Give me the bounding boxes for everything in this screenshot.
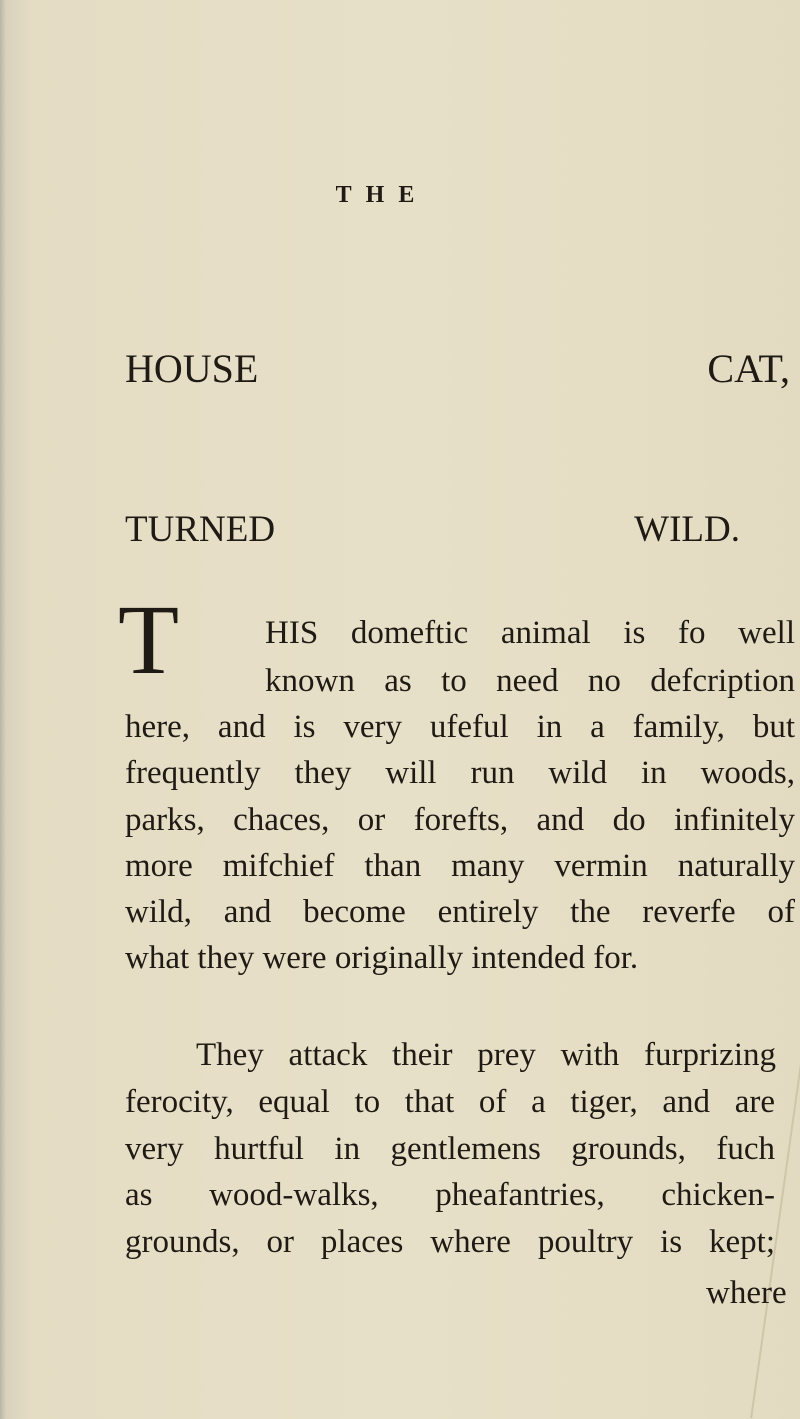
text-line: very hurtful in gentlemens grounds, fuch	[125, 1131, 775, 1167]
catchword: where	[706, 1275, 787, 1311]
text-line: wild, and become entirely the reverfe of	[125, 894, 795, 930]
text-line: frequently they will run wild in woods,	[125, 755, 795, 791]
text-line: parks, chaces, or forefts, and do infinitely	[125, 802, 795, 838]
title-house-cat: HOUSE CAT,	[125, 346, 790, 391]
text-line: what they were originally intended for.	[125, 940, 639, 976]
text-line: HIS domeftic animal is fo well	[265, 615, 795, 651]
text-line: more mifchief than many vermin naturally	[125, 848, 795, 884]
text-line: grounds, or places where poultry is kept;	[125, 1224, 775, 1260]
drop-cap: T	[118, 584, 180, 695]
title-the: THE	[335, 182, 429, 208]
text-line: ferocity, equal to that of a tiger, and are	[125, 1084, 775, 1120]
text-line: here, and is very ufeful in a family, but	[125, 709, 795, 745]
text-line: They attack their prey with furprizing	[196, 1037, 776, 1073]
title-turned-wild: TURNED WILD.	[125, 509, 740, 550]
text-line: known as to need no defcription	[265, 663, 795, 699]
text-line: as wood-walks, pheafantries, chicken-	[125, 1177, 775, 1213]
